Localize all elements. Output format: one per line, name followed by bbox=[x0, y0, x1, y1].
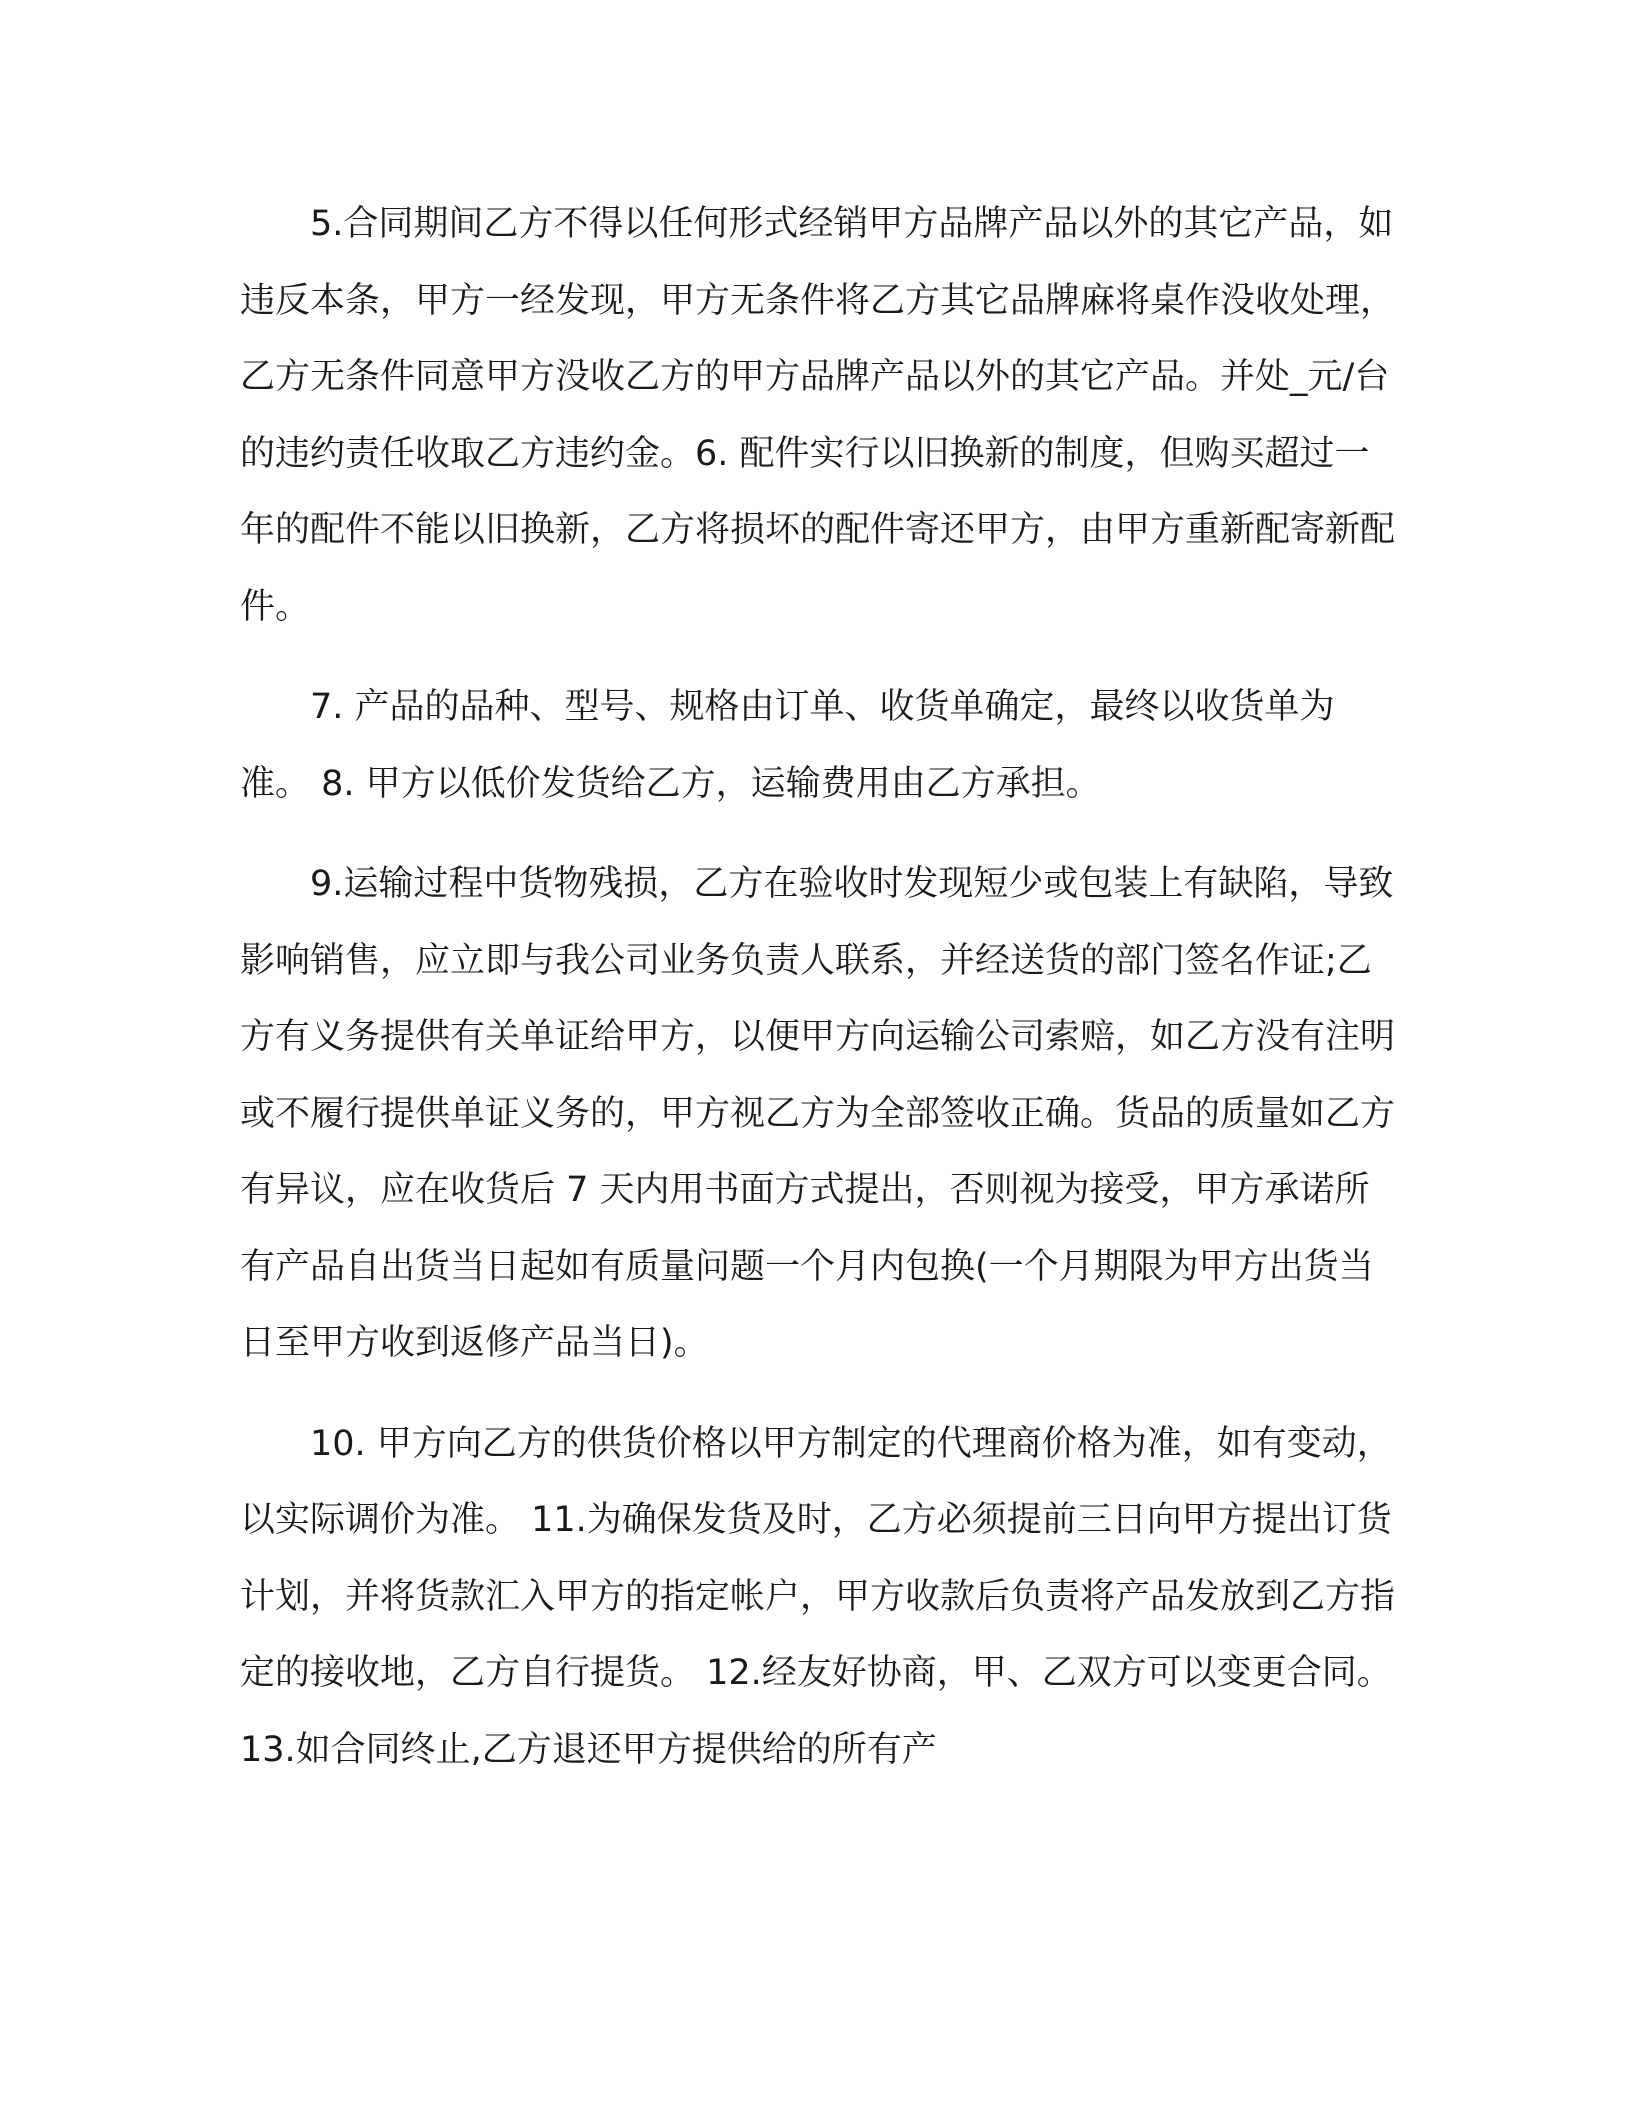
paragraph-clause-7-8: 7. 产品的品种、型号、规格由订单、收货单确定，最终以收货单为准。 8. 甲方以低价发货给乙方，运输费用由乙方承担。 bbox=[240, 687, 1335, 804]
paragraph-clause-10-13: 10. 甲方向乙方的供货价格以甲方制定的代理商价格为准，如有变动，以实际调价为准。 11.为确保发货及时，乙方必须提前三日向甲方提出订货计划，并将货款汇入甲方的指定帐户，甲方收款后负责将产品发放到乙方指定的接收地，乙方自行提货。 12.经友好协商，甲、乙双方可以变更合同。 13.如合同终止,乙方退还甲方提供给的所有产 bbox=[240, 1423, 1396, 1770]
paragraph-clause-5-6: 5.合同期间乙方不得以任何形式经销甲方品牌产品以外的其它产品，如违反本条，甲方一经发现，甲方无条件将乙方其它品牌麻将桌作没收处理，乙方无条件同意甲方没收乙方的甲方品牌产品以外的其它产品。并处_元/台的违约责任收取乙方违约金。6. 配件实行以旧换新的制度，但购买超过一年的配件不能以旧换新，乙方将损坏的配件寄还甲方，由甲方重新配寄新配件。 bbox=[240, 204, 1396, 627]
paragraph-clause-9: 9.运输过程中货物残损，乙方在验收时发现短少或包装上有缺陷，导致影响销售，应立即与我公司业务负责人联系，并经送货的部门签名作证;乙方有义务提供有关单证给甲方，以便甲方向运输公司索赔，如乙方没有注明或不履行提供单证义务的，甲方视乙方为全部签收正确。货品的质量如乙方有异议，应在收货后 7 天内用书面方式提出，否则视为接受，甲方承诺所有产品自出货当日起如有质量问题一个月内包换(一个月期限为甲方出货当日至甲方收到返修产品当日)。 bbox=[240, 864, 1396, 1363]
document-body bbox=[240, 186, 1400, 1788]
